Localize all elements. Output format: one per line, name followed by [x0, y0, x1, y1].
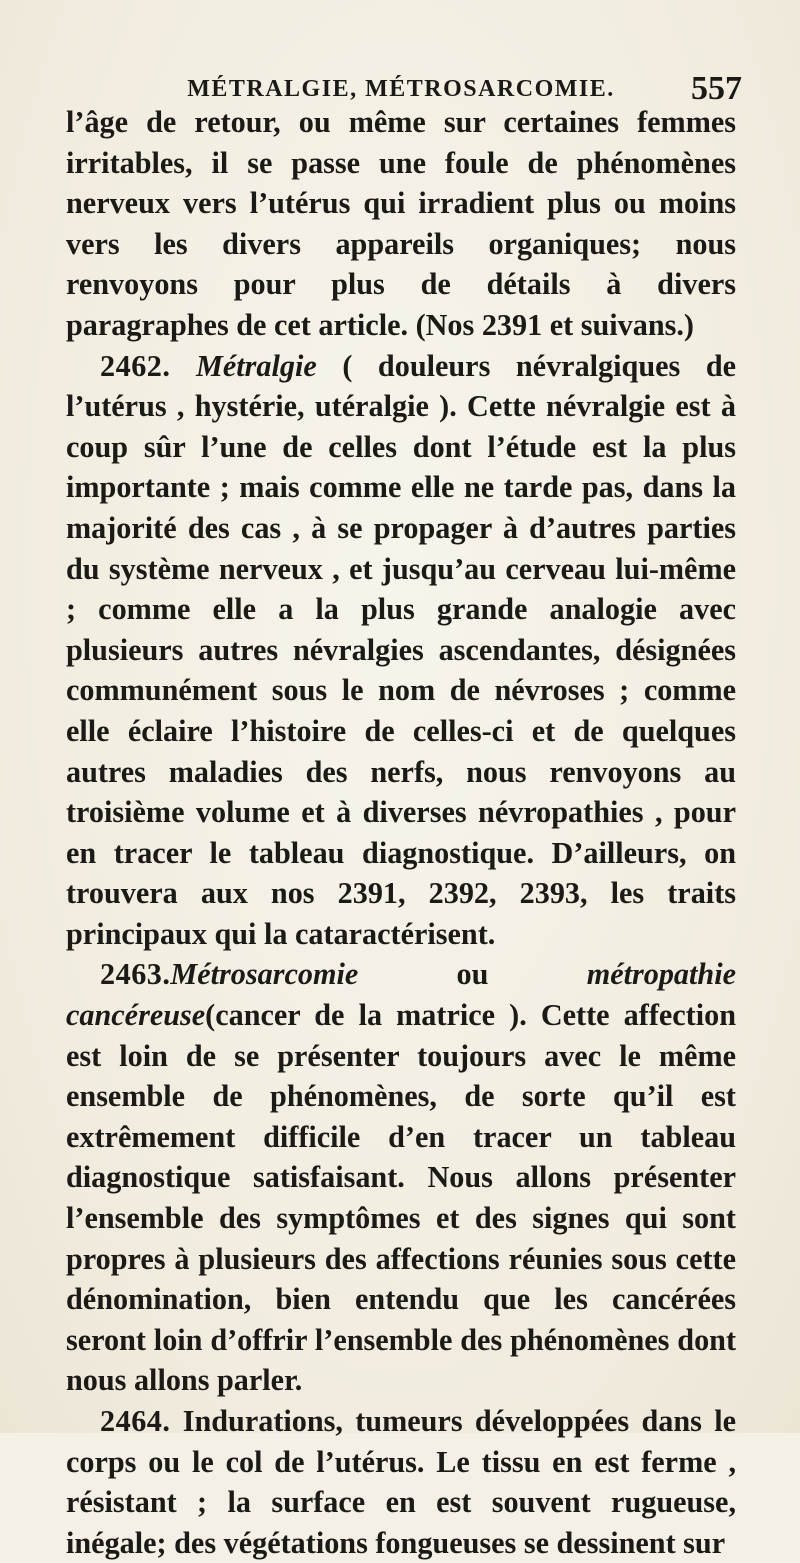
section-number: 2462.	[100, 348, 171, 383]
section-number: 2464.	[100, 1404, 171, 1438]
paragraph-text: ( douleurs névralgiques de l’utérus , hystérie, utéralgie ). Cette névralgie est à coup sûr l’une de celles dont l’étude est la plus importante ; mais comme elle ne tarde pas, dans la majorité des cas , à se propager à d’autres parties du système nerveux , et jusqu’au cerveau lui-même ; comme elle a la plus grande analogie avec plusieurs autres névralgies ascendantes, désignées communément sous le nom de névroses ; comme elle éclaire l’histoire de celles-ci et de quelques autres maladies des nerfs, nous renvoyons au troisième volume et à diverses névropathies , pour en tracer le tableau diagnostique. D’ailleurs, on trouvera aux nos 2391, 2392, 2393, les traits principaux qui la cataractérisent.	[66, 348, 737, 951]
paragraph-text: l’âge de retour, ou même sur certaines femmes irritables, il se passe une foule de phénomènes nerveux vers l’utérus qui irradient plus ou moins vers les divers appareils organiques; nous renvoyons pour plus de détails à divers paragraphes de cet article. (Nos 2391 et suivans.)	[66, 105, 736, 342]
section-term-alt: métropathie cancéreuse	[66, 957, 736, 1033]
paragraph-2463	[66, 954, 736, 1401]
section-term: Métralgie	[196, 348, 317, 383]
section-term: Métrosarcomie	[170, 957, 359, 992]
paragraph-2464	[66, 1401, 736, 1563]
running-title: MÉTRALGIE, MÉTROSARCOMIE.	[187, 76, 615, 102]
paragraph-text: (cancer de la matrice ). Cette affection est loin de se présenter toujours avec le même ensemble de phénomènes, de sorte qu’il est extrêmement difficile d’en tracer un tableau diagnostique satisfaisant. Nous allons présenter l’ensemble des symptômes et des signes qui sont propres à plusieurs des affections réunies sous cette dénomination, bien entendu que les cancérées seront loin d’offrir l’ensemble des phénomènes dont nous allons parler.	[66, 998, 736, 1398]
running-header	[66, 58, 742, 107]
paragraph-text: Indurations, tumeurs développées dans le corps ou le col de l’utérus. Le tissu en est ferme , résistant ; la surface en est souvent rugueuse, inégale; des végétations fongueuses se dessinent sur	[66, 1404, 736, 1560]
body-text	[66, 102, 736, 1563]
section-number: 2463.	[100, 957, 171, 992]
paragraph-continuation	[66, 102, 736, 346]
term-connector: ou	[358, 957, 587, 992]
page-number: 557	[691, 70, 742, 107]
paragraph-2462	[66, 346, 736, 955]
